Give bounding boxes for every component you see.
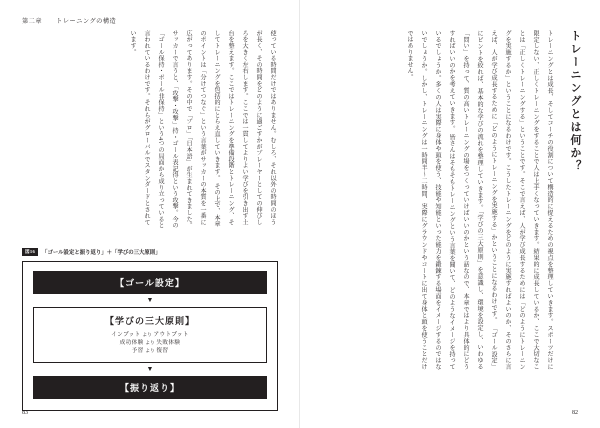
principle-3-left: 予習 <box>131 348 144 355</box>
running-head-title: トレーニングの構造 <box>56 18 117 25</box>
figure-three-principles-title: 【学びの三大原則】 <box>104 316 195 326</box>
figure-three-principles-box <box>33 307 267 363</box>
running-head <box>22 16 116 25</box>
page-title: トレーニングとは何か？ <box>569 30 581 173</box>
figure-frame <box>22 261 278 411</box>
principle-1-mid: より <box>142 332 152 337</box>
figure-goal-setting-band: 【ゴール設定】 <box>33 271 267 294</box>
principle-1-right: アウトプット <box>153 332 189 338</box>
principle-3-right: 復習 <box>156 348 169 355</box>
page-number-right: 82 <box>572 410 578 416</box>
principle-3-mid: より <box>145 348 155 354</box>
figure-principle-row-3 <box>34 347 266 355</box>
figure-caption <box>22 248 278 256</box>
left-page-body-text: 使っている時間だけではありません。むしろ、それ以外の時間のほうが長く、その時間をどのように過ごすかがプレーヤーとしての伸びしろを大きく左右します。ここでは一貫してよりよい学びを引き出す土台を整えます。ここではトレーニングを準備段階とトレーニング、そしてトレーニングを包括的にとらえ直していきます。 その上で、本章のポイントは「分けてつなぐ」という言葉がサッカーの本質を一番に広がってあります。その中で「プロ」「日本語」が生まれてきました。サッカーで言うと、「攻撃・攻撃」持・ゴール表記得という攻撃。今の「ゴール保持・ボール非保持」という4つの局面から成り立っていると言われているわけです。それらがグローバルでスタンダードとされています。 <box>129 30 275 229</box>
arrow-down-icon-bottom: ▼ <box>146 365 154 374</box>
principle-2-mid: より <box>145 340 155 346</box>
principle-2-left: 成功体験 <box>119 340 144 347</box>
figure-block <box>22 248 278 411</box>
figure-number: 図16 <box>22 248 38 256</box>
figure-principle-row-1 <box>34 331 266 339</box>
principle-1-left: インプット <box>111 332 141 338</box>
page-number-left: 83 <box>22 410 28 416</box>
figure-caption-text: 「ゴール設定と振り返り」＋「学びの三大原則」 <box>42 250 161 256</box>
arrow-down-icon-top: ▼ <box>146 296 154 304</box>
running-head-chapter: 第二章 <box>22 18 43 25</box>
figure-reflection-band: 【振り返り】 <box>33 376 267 399</box>
principle-2-right: 失敗体験 <box>156 340 181 347</box>
page-right <box>300 0 600 428</box>
figure-principle-row-2 <box>34 339 266 347</box>
right-page-body-text: トレーニングとは成長、そしてコーチの役割について構造的に捉えるための視点を整理していきます。スポーツだけに限定しない、正しくトレーニングをすることで人は上手くなっていきます。結果的に成長しているか、ここで大切なことは「正しくトレーニングする」ということです。そこで言えば、人が学び成長するためには「どのようにトレーニングを実施するか」ということになるわけです。こうしたトレーニングをどのように実施すればよいのか、そのさらに言えば、人が学び成長するために「どのようにトレーニングを実施する」かということになるわけです。 「ゴール設定」にピントを絞れば、基本的な学びの流れを整理していきます。「学びの三大原則」を意識し、環境を設定し、いわゆる「問い」を持って、質の高いトレーニングの場をつくっていけばいいのかという話なので、本章ではより具体的にどうすればいいのかを考えていきます。 皆さんはそもそもトレーニングという言葉を聞いて、どのようなイメージを持っているでしょうか。多くの人は実際に身体や頭を使う、技能や知能といった能力を鍛錬する場面をイメージするのではないでしょうか。しかし、トレーニングは一時間半〜二時間、実際にグラウンドやコートに出て身体と頭を使うことだけではありません。 <box>406 30 552 370</box>
